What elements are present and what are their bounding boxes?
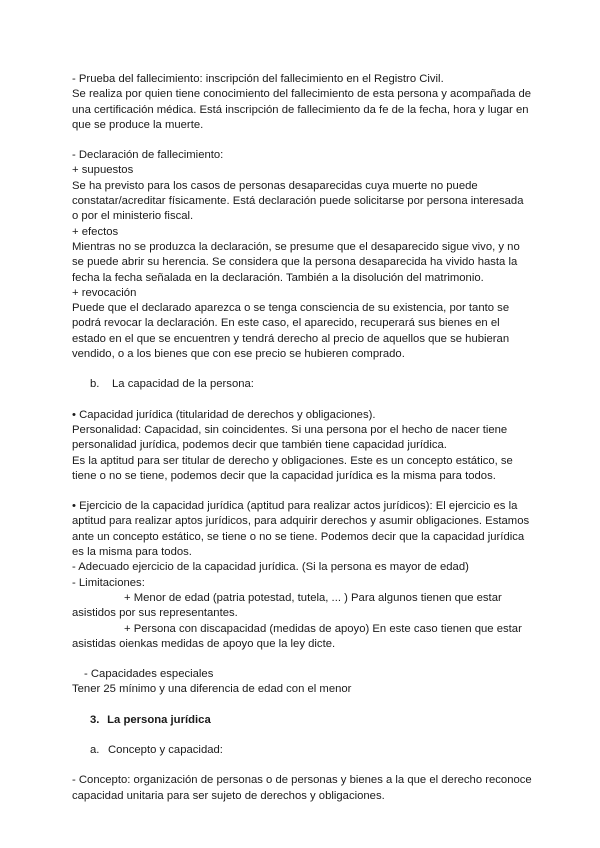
section-b-heading: [72, 377, 532, 392]
efectos-paragraph: Mientras no se produzca la declaración, se presume que el desaparecido sigue vivo, y no se puede abrir su herencia. Se considera que la persona desaparecida ha vivido hasta la fecha la fecha señalada en la declaración. También a la disolución del matrimonio.: [72, 240, 523, 284]
prueba-paragraph: Se realiza por quien tiene conocimiento del fallecimiento de esta persona y acompañada de una certificación médica. Está inscripción de fallecimiento da fe de la fecha, hora y lugar en que se produce la muerte.: [72, 88, 535, 131]
section-3-title: La persona jurídica: [107, 713, 211, 726]
section-3-heading: [72, 713, 532, 728]
revocacion-paragraph: Puede que el declarado aparezca o se tenga consciencia de su existencia, por tanto se podrá revocar la declaración. En este caso, el aparecido, recuperará sus bienes en el estado en el que se encuentren y tendrá derecho al precio de aquellos que se hubieran vendido, o a los bienes que con ese precio se hubieren comprado.: [72, 302, 513, 361]
document-page: [72, 72, 535, 804]
declaracion-title: - Declaración de fallecimiento:: [72, 149, 224, 162]
supuestos-paragraph: Se ha previsto para los casos de personas desaparecidas cuya muerte no puede constatar/acreditar físicamente. Está declaración puede solicitarse por persona interesada o por el ministerio fiscal.: [72, 179, 527, 223]
section-a-title: Concepto y capacidad:: [108, 743, 223, 756]
discapacidad-line-continued: asistidas oienkas medidas de apoyo que la ley dicte.: [72, 637, 336, 650]
section-3-number: 3.: [90, 713, 100, 726]
ejercicio-paragraph: • Ejercicio de la capacidad jurídica (aptitud para realizar actos jurídicos): El ejercicio es la aptitud para realizar aptos jurídicos, para adquirir derechos y asumir obligaciones. Estamos ante un concepto estático, se tiene o no se tiene. Podemos decir que la capacidad jurídica es la misma para todos.: [72, 500, 533, 559]
aptitud-paragraph: Es la aptitud para ser titular de derecho y obligaciones. Este es un concepto estático, se tiene o no se tiene, podemos decir que la capacidad jurídica es la misma para todos.: [72, 454, 516, 482]
section-b-marker: b.: [90, 378, 100, 391]
menor-line: + Menor de edad (patria potestad, tutela, ... ) Para algunos tienen que estar: [124, 591, 502, 604]
section-a-marker: a.: [90, 743, 100, 756]
revocacion-label: + revocación: [72, 286, 137, 299]
discapacidad-line: + Persona con discapacidad (medidas de apoyo) En este caso tienen que estar: [124, 622, 522, 635]
personalidad-paragraph: Personalidad: Capacidad, sin coincidentes. Si una persona por el hecho de nacer tiene personalidad jurídica, podemos decir que también tiene capacidad jurídica.: [72, 423, 511, 452]
section-a-heading: [72, 743, 532, 758]
limitaciones-label: - Limitaciones:: [72, 576, 145, 589]
prueba-title: - Prueba del fallecimiento: inscripción del fallecimiento en el Registro Civil.: [72, 73, 444, 85]
section-b-title: La capacidad de la persona:: [112, 378, 254, 391]
capacidades-label: - Capacidades especiales: [84, 668, 214, 681]
capacidad-juridica-title: • Capacidad jurídica (titularidad de derechos y obligaciones).: [72, 408, 376, 421]
adecuado-paragraph: - Adecuado ejercicio de la capacidad jurídica. (Si la persona es mayor de edad): [72, 561, 469, 574]
efectos-label: + efectos: [72, 225, 119, 238]
concepto-paragraph: - Concepto: organización de personas o de personas y bienes a la que el derecho reconoce capacidad unitaria para ser sujeto de derechos y obligaciones.: [72, 774, 535, 802]
supuestos-label: + supuestos: [72, 164, 134, 177]
menor-line-continued: asistidos por sus representantes.: [72, 607, 238, 620]
capacidades-paragraph: Tener 25 mínimo y una diferencia de edad con el menor: [72, 683, 352, 696]
